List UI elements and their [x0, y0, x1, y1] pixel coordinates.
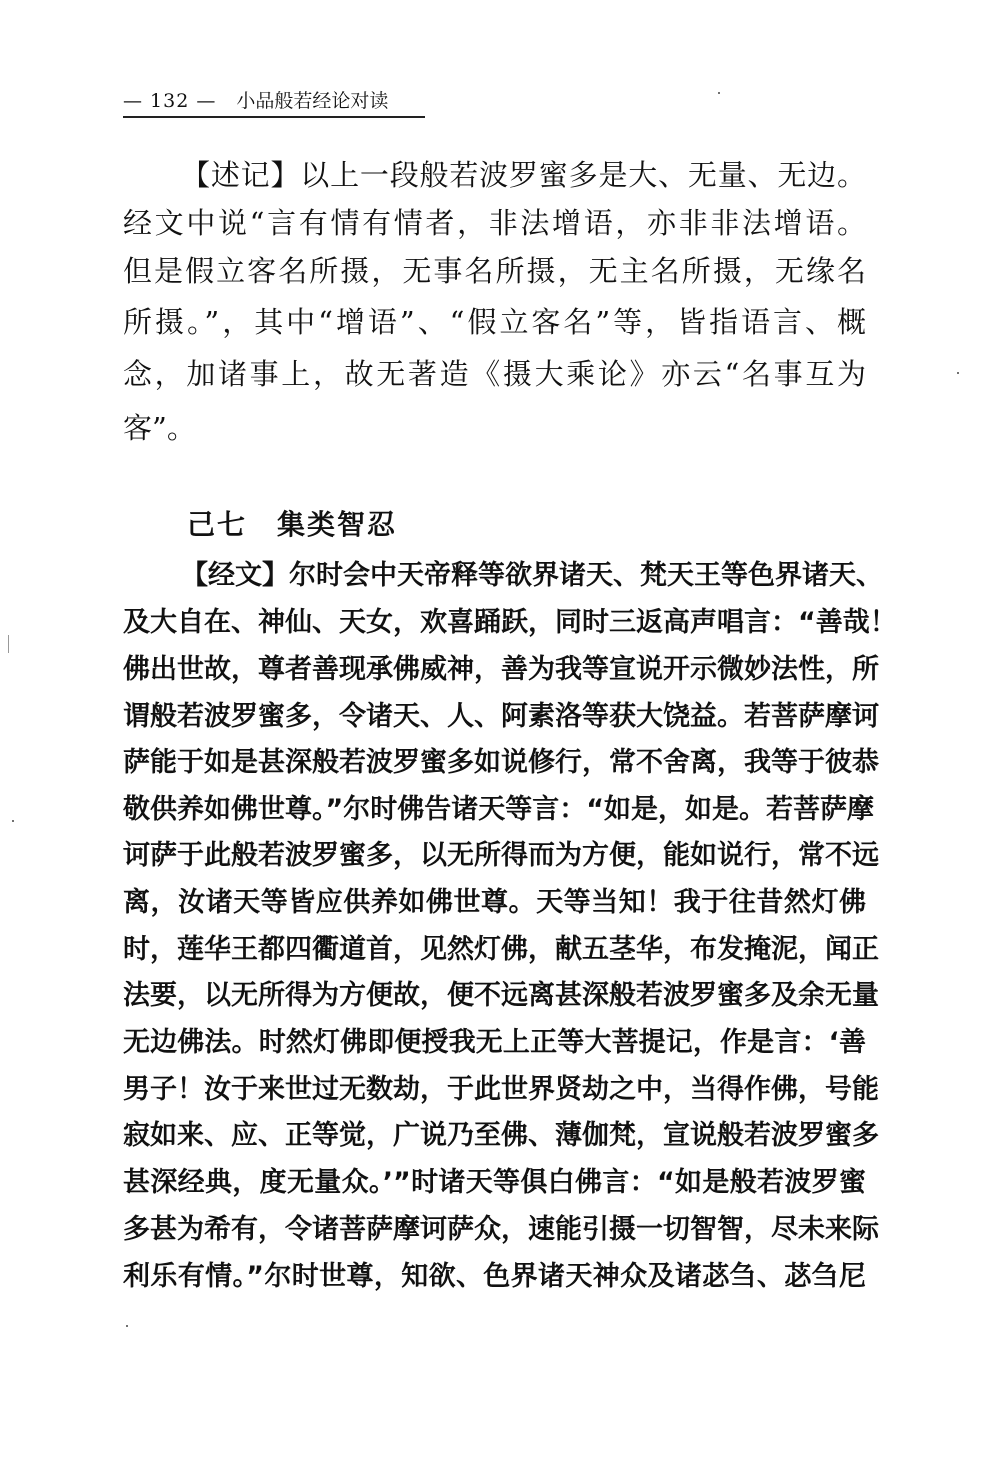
text-line: 利乐有情。”尔时世尊，知欲、色界诸天神众及诸苾刍、苾刍尼: [123, 1261, 866, 1292]
scan-speck: [718, 92, 720, 94]
text-line: 佛出世故，尊者善现承佛威神，善为我等宣说开示微妙法性，所: [123, 654, 879, 685]
section-heading: [187, 503, 397, 543]
text-line: 诃萨于此般若波罗蜜多，以无所得而为方便，能如说行，常不远: [123, 840, 879, 871]
section-number: 己七: [187, 508, 248, 541]
text-line: 男子！汝于来世过无数劫，于此世界贤劫之中，当得作佛，号能: [123, 1074, 879, 1105]
scan-speck: [12, 820, 14, 822]
text-line: 及大自在、神仙、天女，欢喜踊跃，同时三返高声唱言：“善哉！: [123, 607, 897, 638]
book-title: 小品般若经论对读: [236, 90, 389, 112]
text-line: 经文中说“言有情有情者，非法增语，亦非非法增语。: [123, 206, 866, 240]
text-line: 时，莲华王都四衢道首，见然灯佛，献五茎华，布发掩泥，闻正: [123, 934, 879, 965]
text-line: 寂如来、应、正等觉，广说乃至佛、薄伽梵，宣说般若波罗蜜多: [123, 1120, 879, 1151]
scan-mark: [8, 635, 9, 653]
section-title: 集类智忍: [277, 508, 398, 541]
text-line: 但是假立客名所摄，无事名所摄，无主名所摄，无缘名: [123, 254, 866, 288]
scan-speck: [126, 1325, 128, 1327]
text-line: 谓般若波罗蜜多，令诸天、人、阿素洛等获大饶益。若菩萨摩诃: [123, 701, 879, 732]
text-line: 多甚为希有，令诸菩萨摩诃萨众，速能引摄一切智智，尽未来际: [123, 1214, 879, 1245]
text-line: 所摄。”，其中“增语”、“假立客名”等，皆指语言、概: [123, 305, 866, 339]
scan-speck: [957, 372, 959, 374]
text-line: 【经文】尔时会中天帝释等欲界诸天、梵天王等色界诸天、: [181, 560, 883, 591]
text-line: 无边佛法。时然灯佛即便授我无上正等大菩提记，作是言：‘善: [123, 1027, 866, 1058]
page-number: — 132 —: [123, 90, 217, 112]
text-line: 离，汝诸天等皆应供养如佛世尊。天等当知！我于往昔然灯佛: [123, 887, 866, 918]
text-line: 法要，以无所得为方便故，便不远离甚深般若波罗蜜多及余无量: [123, 980, 879, 1011]
text-line: 萨能于如是甚深般若波罗蜜多如说修行，常不舍离，我等于彼恭: [123, 747, 879, 778]
text-line: 客”。: [123, 411, 196, 445]
text-line: 甚深经典，度无量众。’”时诸天等俱白佛言：“如是般若波罗蜜: [123, 1167, 866, 1198]
running-header: [123, 86, 425, 118]
text-line: 【述记】以上一段般若波罗蜜多是大、无量、无边。: [181, 158, 866, 192]
text-line: 念，加诸事上，故无著造《摄大乘论》亦云“名事互为: [123, 357, 866, 391]
text-line: 敬供养如佛世尊。”尔时佛告诸天等言：“如是，如是。若菩萨摩: [123, 794, 874, 825]
